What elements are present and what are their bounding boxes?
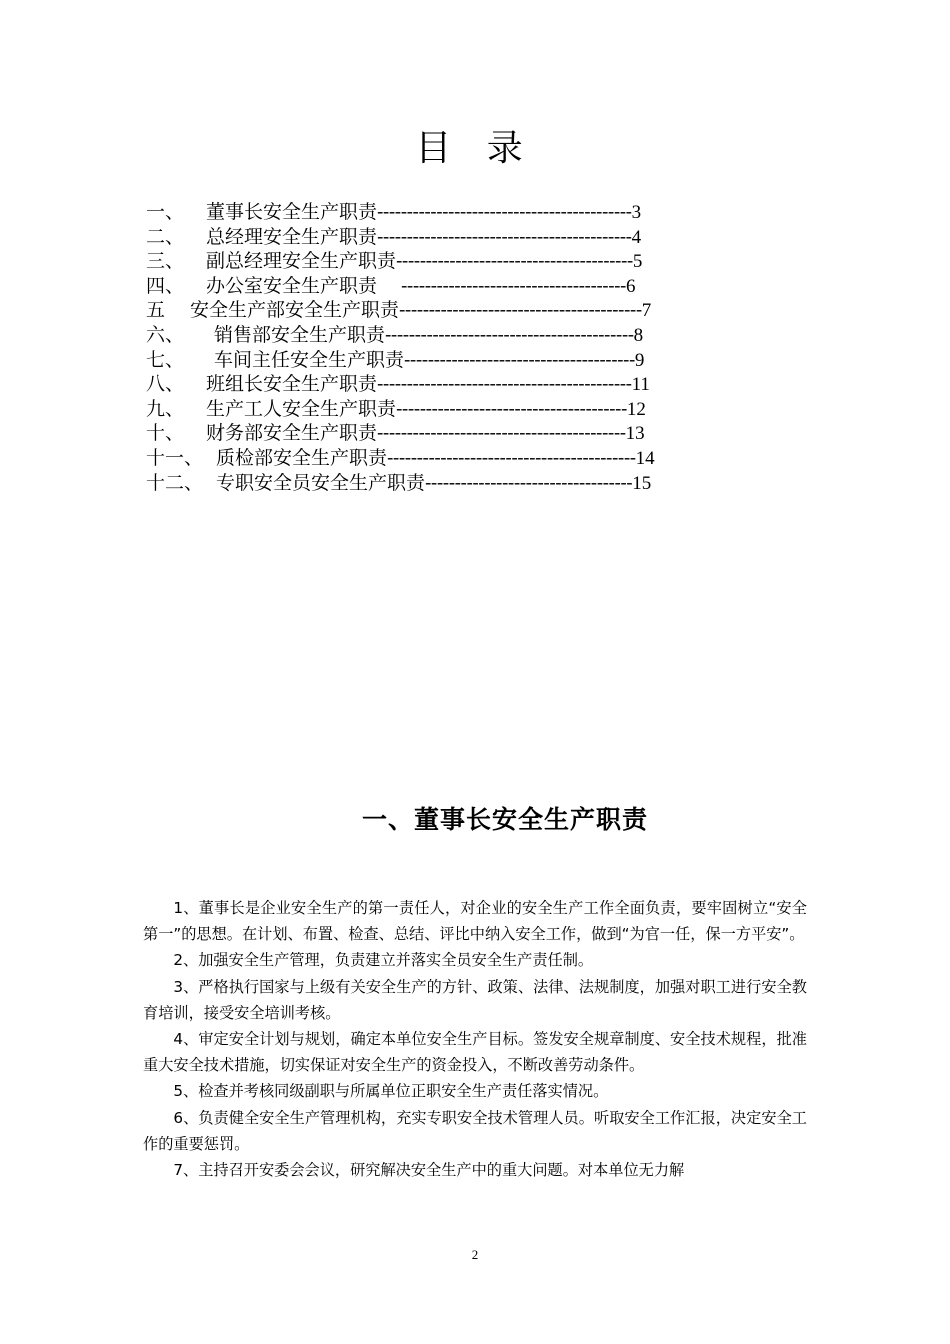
- toc-entry-page: 5: [632, 251, 643, 273]
- toc-entry-leader: ----------------------------------------: [396, 250, 633, 273]
- toc-entry-number: 十一、: [146, 446, 204, 469]
- toc-title: 目 录: [415, 128, 535, 169]
- toc-entry-leader: -----------------------------------: [425, 471, 633, 494]
- body-paragraph: 6、负责健全安全生产管理机构，充实专职安全技术管理人员。听取安全工作汇报，决定安全工作的重要惩罚。: [143, 1108, 807, 1153]
- body-paragraph: 7、主持召开安委会会议，研究解决安全生产中的重大问题。对本单位无力解: [173, 1161, 685, 1180]
- toc-entry-number: 五: [146, 299, 166, 322]
- toc-entry-title: 总经理安全生产职责: [206, 225, 378, 248]
- body-paragraph: 1、董事长是企业安全生产的第一责任人，对企业的安全生产工作全面负责，要牢固树立“安全第一”的思想。在计划、布置、检查、总结、评比中纳入安全工作，做到“为官一任，保一方平安”。: [143, 899, 807, 944]
- toc-entry-number: 十二、: [146, 471, 204, 494]
- toc-entry[interactable]: [146, 372, 766, 397]
- toc-entry[interactable]: [146, 421, 766, 446]
- toc-entry-leader: -------------------------------------------: [377, 373, 632, 396]
- toc-list: [146, 200, 766, 495]
- toc-entry-page: 12: [626, 398, 646, 420]
- toc-entry-leader: -----------------------------------------: [399, 299, 642, 322]
- toc-entry-leader: ------------------------------------------: [385, 323, 634, 346]
- toc-entry-title: 办公室安全生产职责: [206, 274, 378, 297]
- toc-entry-page: 3: [631, 202, 642, 223]
- toc-entry-number: 四、: [146, 274, 185, 297]
- toc-entry-leader: -------------------------------------------: [377, 201, 632, 223]
- toc-entry[interactable]: [146, 471, 766, 496]
- toc-entry-page: 11: [631, 374, 650, 396]
- toc-entry-leader: ---------------------------------------: [404, 348, 635, 371]
- toc-entry[interactable]: [146, 397, 766, 422]
- body-paragraph: 3、严格执行国家与上级有关安全生产的方针、政策、法律、法规制度，加强对职工进行安全教育培训，接受安全培训考核。: [143, 977, 807, 1022]
- toc-entry-number: 二、: [146, 225, 185, 248]
- toc-entry[interactable]: [146, 298, 766, 323]
- toc-entry-page: 7: [641, 300, 652, 322]
- toc-entry-number: 十、: [146, 422, 185, 445]
- toc-entry-title: 董事长安全生产职责: [206, 201, 378, 223]
- page-number: 2: [471, 1247, 479, 1262]
- toc-entry-number: 一、: [146, 201, 185, 223]
- toc-entry-page: 4: [631, 226, 642, 248]
- toc-entry-title: 生产工人安全生产职责: [206, 397, 397, 420]
- toc-entry-title: 销售部安全生产职责: [214, 323, 386, 346]
- toc-entry-leader: ------------------------------------------: [387, 446, 636, 469]
- toc-entry-title: 安全生产部安全生产职责: [190, 299, 400, 322]
- toc-entry[interactable]: [146, 348, 766, 373]
- toc-entry[interactable]: [146, 446, 766, 471]
- toc-entry-leader: -------------------------------------------: [377, 225, 632, 248]
- toc-entry[interactable]: [146, 225, 766, 250]
- body-paragraph: 4、审定安全计划与规划，确定本单位安全生产目标。签发安全规章制度、安全技术规程，批准重大安全技术措施，切实保证对安全生产的资金投入，不断改善劳动条件。: [143, 1030, 807, 1075]
- toc-entry-page: 9: [634, 349, 645, 371]
- toc-entry-title: 专职安全员安全生产职责: [216, 471, 426, 494]
- toc-entry-title: 车间主任安全生产职责: [214, 348, 405, 371]
- toc-entry-page: 8: [633, 324, 644, 346]
- toc-entry[interactable]: [146, 323, 766, 348]
- toc-entry-page: 14: [635, 447, 655, 469]
- body-paragraph: 2、加强安全生产管理，负责建立并落实全员安全生产责任制。: [173, 951, 594, 970]
- toc-entry-leader: ------------------------------------------: [377, 422, 626, 445]
- body-paragraph: 5、检查并考核同级副职与所属单位正职安全生产责任落实情况。: [173, 1082, 609, 1101]
- toc-entry[interactable]: [146, 200, 766, 225]
- toc-entry-title: 财务部安全生产职责: [206, 422, 378, 445]
- toc-entry-title: 班组长安全生产职责: [206, 373, 378, 396]
- toc-entry-number: 六、: [146, 323, 185, 346]
- section-heading: 一、董事长安全生产职责: [361, 805, 648, 834]
- toc-entry-leader: ---------------------------------------: [396, 397, 627, 420]
- toc-entry-title: 质检部安全生产职责: [216, 446, 388, 469]
- toc-entry[interactable]: [146, 249, 766, 274]
- toc-entry-number: 九、: [146, 397, 185, 420]
- section-body: [143, 895, 807, 1183]
- toc-entry-number: 七、: [146, 348, 185, 371]
- toc-entry-page: 6: [625, 275, 636, 297]
- toc-entry-number: 三、: [146, 250, 185, 273]
- toc-entry-leader: --------------------------------------: [401, 274, 626, 297]
- toc-entry[interactable]: [146, 274, 766, 299]
- toc-entry-number: 八、: [146, 373, 185, 396]
- toc-entry-title: 副总经理安全生产职责: [206, 250, 397, 273]
- toc-entry-page: 15: [632, 472, 652, 494]
- toc-entry-page: 13: [625, 423, 645, 445]
